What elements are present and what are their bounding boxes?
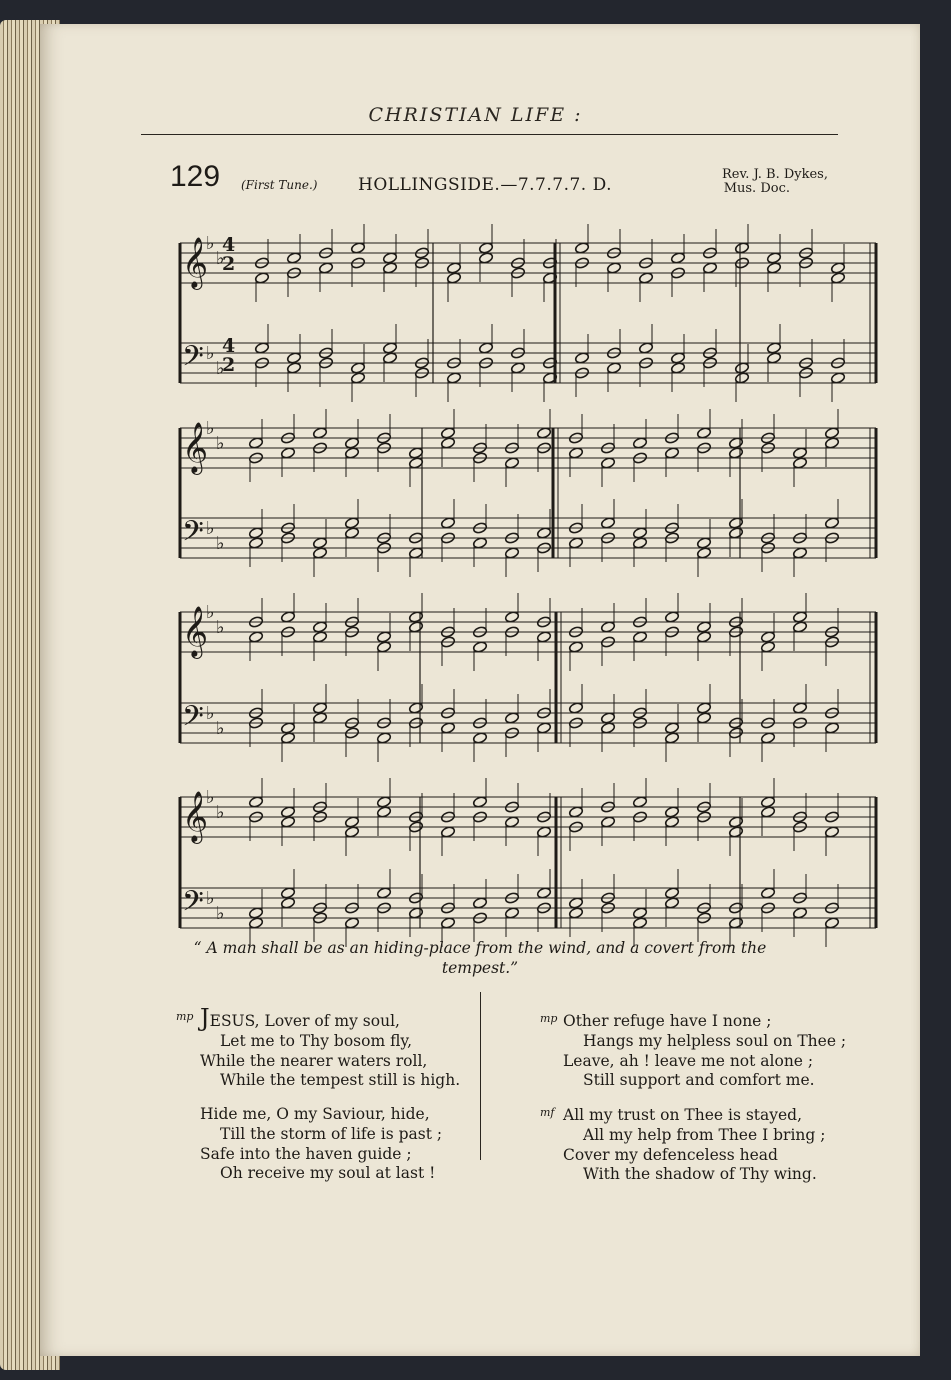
note-head [824,427,839,440]
note-head [728,816,743,829]
flat-sign-icon: ♭ [206,888,215,909]
note-head [408,611,423,624]
bass-clef-icon: 𝄢 [182,700,204,740]
note-head [536,527,551,540]
note-head [472,641,487,654]
time-sig-treble-bottom: 2 [222,253,236,275]
note-head [376,796,391,809]
note-head [440,517,455,530]
note-head [350,362,365,375]
note-head [472,732,487,745]
note-head [696,631,711,644]
note-head [760,631,775,644]
note-head [280,611,295,624]
note-head [600,816,615,829]
note-head [760,732,775,745]
verse-3-line-1: Other refuge have I none ; [563,1012,772,1030]
verse-3-line-2: Hangs my helpless soul on Thee ; [583,1031,847,1050]
note-head [632,796,647,809]
note-head [376,631,391,644]
note-head [248,796,263,809]
note-head [696,427,711,440]
epigraph-line-2: tempest.” [441,959,519,977]
note-head [248,537,263,550]
note-head [504,611,519,624]
note-head [606,362,621,375]
flat-sign-icon: ♭ [216,433,225,454]
note-head [664,447,679,460]
note-head [766,262,781,275]
note-head [824,826,839,839]
verse-4-line-1: All my trust on Thee is stayed, [563,1106,803,1124]
note-head [344,917,359,930]
note-head [504,547,519,560]
note-head [536,722,551,735]
note-head [824,917,839,930]
note-head [734,372,749,385]
composer-degree: Mus. Doc. [723,181,790,196]
note-head [472,897,487,910]
note-head [280,447,295,460]
running-head: CHRISTIAN LIFE : [368,104,583,126]
note-head [632,917,647,930]
note-head [504,712,519,725]
note-head [792,907,807,920]
dynamic-mark-v1: mp [176,1010,194,1023]
note-head [344,447,359,460]
verse-2-line-2: Till the storm of life is past ; [220,1124,443,1143]
dynamic-mark-v3: mp [540,1012,558,1025]
note-head [632,527,647,540]
note-head [632,537,647,550]
drop-cap: J [200,1004,210,1032]
flat-sign-icon: ♭ [206,787,215,808]
bass-clef-icon: 𝄢 [182,515,204,555]
note-head [248,437,263,450]
note-head [446,262,461,275]
note-head [536,887,551,900]
note-head [568,897,583,910]
verse-1-line-1: JESUS, Lover of my soul, [200,1004,400,1032]
verse-3-line-4: Still support and comfort me. [583,1071,815,1090]
note-head [728,826,743,839]
note-head [286,252,301,265]
verse-1 [200,1004,461,1091]
note-head [254,272,269,285]
note-head [536,631,551,644]
note-head [728,527,743,540]
note-head [664,611,679,624]
note-head [440,722,455,735]
note-head [792,611,807,624]
note-head [344,437,359,450]
note-head [248,917,263,930]
note-head [568,641,583,654]
note-head [830,372,845,385]
note-head [478,252,493,265]
note-head [568,537,583,550]
bass-clef-icon: 𝄢 [182,340,204,380]
note-head [382,352,397,365]
note-head [376,887,391,900]
note-head [350,372,365,385]
note-head [568,907,583,920]
flat-sign-icon: ♭ [206,343,215,364]
note-head [696,702,711,715]
note-head [286,352,301,365]
note-head [446,272,461,285]
note-head [248,631,263,644]
note-head [440,826,455,839]
note-head [280,816,295,829]
verse-1-line-2: Let me to Thy bosom fly, [220,1031,413,1050]
treble-clef-icon: 𝄞 [182,237,209,288]
flat-sign-icon: ♭ [216,248,225,269]
note-head [664,897,679,910]
note-head [478,342,493,355]
epigraph-line-1: “ A man shall be as an hiding-place from the wind, and a covert from the [193,939,767,957]
note-head [760,887,775,900]
flat-sign-icon: ♭ [216,903,225,924]
note-head [280,722,295,735]
note-head [536,427,551,440]
treble-clef-icon: 𝄞 [182,422,209,473]
note-head [600,457,615,470]
note-head [312,427,327,440]
note-head [766,252,781,265]
verse-2 [200,1105,442,1184]
note-head [606,262,621,275]
verse-4 [563,1106,825,1185]
flat-sign-icon: ♭ [216,617,225,638]
note-head [382,262,397,275]
flat-sign-icon: ♭ [206,518,215,539]
note-head [696,537,711,550]
tune-title: HOLLINGSIDE.—7.7.7.7. D. [358,175,613,195]
note-head [536,826,551,839]
flat-sign-icon: ♭ [206,602,215,623]
note-head [568,806,583,819]
note-head [638,272,653,285]
note-head [696,712,711,725]
note-head [702,262,717,275]
note-head [344,816,359,829]
note-head [664,732,679,745]
time-sig-treble-top: 4 [222,234,236,256]
note-head [446,372,461,385]
note-head [504,816,519,829]
note-head [472,796,487,809]
column-divider [480,992,481,1160]
note-head [254,342,269,355]
note-head [632,907,647,920]
note-head [760,806,775,819]
flat-sign-icon: ♭ [206,703,215,724]
note-head [376,732,391,745]
note-head [664,806,679,819]
note-head [440,917,455,930]
note-head [408,457,423,470]
note-head [312,537,327,550]
note-head [734,242,749,255]
note-head [670,362,685,375]
verse-4-line-2: All my help from Thee I bring ; [583,1125,826,1144]
note-head [344,517,359,530]
note-head [792,621,807,634]
flat-sign-icon: ♭ [216,358,225,379]
note-head [408,547,423,560]
bass-clef-icon: 𝄢 [182,885,204,925]
note-head [600,712,615,725]
note-head [792,447,807,460]
note-head [382,342,397,355]
note-head [504,457,519,470]
time-sig-bass-bottom: 2 [222,354,236,376]
flat-sign-icon: ♭ [206,233,215,254]
note-head [248,907,263,920]
verse-3 [563,1012,846,1091]
note-head [600,517,615,530]
flat-sign-icon: ♭ [216,718,225,739]
note-head [600,621,615,634]
note-head [760,641,775,654]
note-head [766,342,781,355]
note-head [408,702,423,715]
note-head [600,722,615,735]
note-head [574,352,589,365]
note-head [728,437,743,450]
tune-note: (First Tune.) [241,178,318,192]
note-head [312,547,327,560]
note-head [632,437,647,450]
verse-1-line-3: While the nearer waters roll, [200,1051,428,1070]
note-head [408,447,423,460]
verse-2-line-4: Oh receive my soul at last ! [220,1164,436,1183]
note-head [248,527,263,540]
flat-sign-icon: ♭ [216,802,225,823]
note-head [760,796,775,809]
flat-sign-icon: ♭ [216,533,225,554]
note-head [830,272,845,285]
note-head [350,242,365,255]
note-head [664,816,679,829]
note-head [408,907,423,920]
note-head [830,262,845,275]
note-head [568,447,583,460]
note-head [408,621,423,634]
note-head [792,547,807,560]
note-head [440,427,455,440]
scripture-epigraph [160,938,800,978]
note-head [280,897,295,910]
note-head [792,457,807,470]
note-head [696,547,711,560]
note-head [824,722,839,735]
note-head [670,352,685,365]
note-head [478,242,493,255]
note-head [280,732,295,745]
note-head [728,447,743,460]
note-head [472,537,487,550]
composer-name: Rev. J. B. Dykes, [722,167,828,182]
note-head [440,437,455,450]
note-head [792,702,807,715]
verse-1-line-4: While the tempest still is high. [220,1071,461,1090]
verse-4-line-4: With the shadow of Thy wing. [583,1165,817,1184]
note-head [376,806,391,819]
note-head [664,722,679,735]
note-head [312,712,327,725]
note-head [286,362,301,375]
treble-clef-icon: 𝄞 [182,606,209,657]
note-head [638,342,653,355]
note-head [574,242,589,255]
treble-clef-icon: 𝄞 [182,791,209,842]
verse-2-line-1: Hide me, O my Saviour, hide, [200,1105,430,1123]
verse-3-line-3: Leave, ah ! leave me not alone ; [563,1051,814,1070]
verse-2-line-3: Safe into the haven guide ; [200,1144,412,1163]
note-head [382,252,397,265]
note-head [312,621,327,634]
note-head [312,702,327,715]
hymn-number: 129 [170,160,221,193]
note-head [766,352,781,365]
time-sig-bass-top: 4 [222,335,236,357]
note-head [280,806,295,819]
flat-sign-icon: ♭ [206,418,215,439]
note-head [632,631,647,644]
note-head [728,517,743,530]
note-head [510,362,525,375]
note-head [696,621,711,634]
note-head [344,527,359,540]
note-head [376,641,391,654]
verse-4-line-3: Cover my defenceless head [563,1145,778,1164]
note-head [728,917,743,930]
note-head [824,437,839,450]
note-head [824,517,839,530]
note-head [664,887,679,900]
note-head [568,702,583,715]
note-head [734,362,749,375]
note-head [312,631,327,644]
note-head [318,262,333,275]
note-head [670,252,685,265]
note-head [344,826,359,839]
note-head [504,907,519,920]
note-head [280,887,295,900]
dynamic-mark-v4: mf [540,1106,555,1119]
